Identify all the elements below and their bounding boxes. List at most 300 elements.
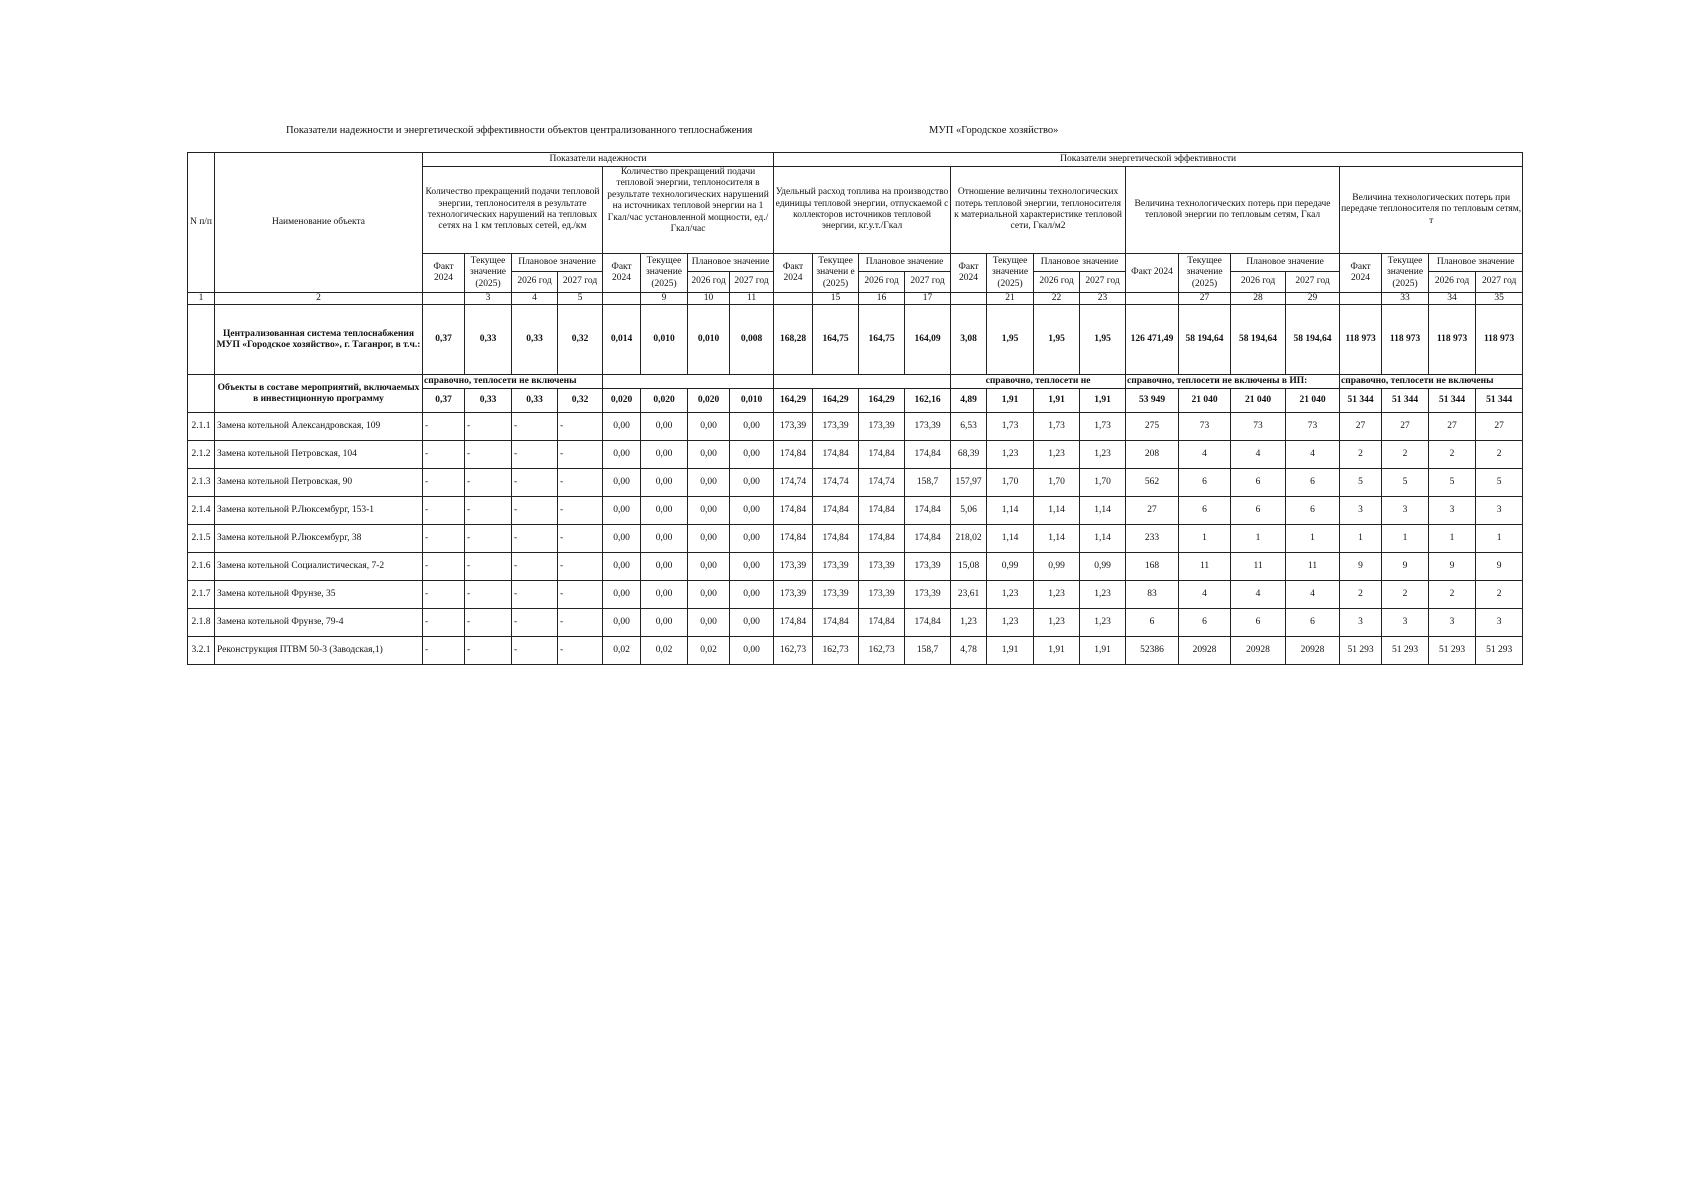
summary-value: 118 973 bbox=[1340, 305, 1382, 375]
program-value: 0,020 bbox=[603, 389, 641, 413]
program-name: Объекты в составе мероприятий, включаемых в инвестиционную программу bbox=[215, 375, 423, 413]
table-row bbox=[188, 413, 1523, 441]
fact-header: Факт 2024 bbox=[951, 254, 987, 293]
row-value: 11 bbox=[1231, 553, 1286, 581]
row-value: - bbox=[558, 497, 603, 525]
row-value: 173,39 bbox=[813, 581, 859, 609]
row-value: 0,00 bbox=[688, 525, 730, 553]
row-value: - bbox=[512, 441, 558, 469]
row-value: 73 bbox=[1231, 413, 1286, 441]
row-value: 0,99 bbox=[1080, 553, 1126, 581]
row-number: 2.1.4 bbox=[188, 497, 215, 525]
summary-value: 164,75 bbox=[859, 305, 905, 375]
row-value: 174,84 bbox=[905, 525, 951, 553]
row-value: 1,23 bbox=[1080, 441, 1126, 469]
row-value: 1 bbox=[1231, 525, 1286, 553]
col-number-empty bbox=[423, 293, 465, 305]
summary-value: 58 194,64 bbox=[1286, 305, 1340, 375]
row-value: 15,08 bbox=[951, 553, 987, 581]
row-value: 1,23 bbox=[987, 581, 1034, 609]
program-n bbox=[188, 375, 215, 413]
program-value: 0,020 bbox=[641, 389, 688, 413]
row-value: 173,39 bbox=[905, 553, 951, 581]
row-number: 2.1.3 bbox=[188, 469, 215, 497]
row-value: - bbox=[465, 469, 512, 497]
row-value: 4 bbox=[1179, 441, 1231, 469]
row-value: 157,97 bbox=[951, 469, 987, 497]
row-value: 162,73 bbox=[774, 637, 813, 665]
program-note-empty bbox=[603, 375, 774, 389]
page-title: Показатели надежности и энергетической эффективности объектов централизованного теплоснабжения bbox=[286, 125, 753, 136]
year-2026-header: 2026 год bbox=[512, 272, 558, 293]
row-value: 4 bbox=[1231, 581, 1286, 609]
indicator-4-header: Отношение величины технологических потерь тепловой энергии, теплоносителя к материальной характеристике тепловой сети, Гкал/м2 bbox=[951, 167, 1126, 254]
summary-value: 126 471,49 bbox=[1126, 305, 1179, 375]
row-value: 27 bbox=[1429, 413, 1476, 441]
row-value: 6 bbox=[1231, 497, 1286, 525]
summary-row bbox=[188, 305, 1523, 375]
fact-header: Факт 2024 bbox=[603, 254, 641, 293]
row-value: 0,00 bbox=[603, 525, 641, 553]
row-value: 0,00 bbox=[730, 637, 774, 665]
row-value: 20928 bbox=[1179, 637, 1231, 665]
row-value: - bbox=[512, 553, 558, 581]
plan-header: Плановое значение bbox=[512, 254, 603, 272]
row-value: 1,14 bbox=[987, 525, 1034, 553]
row-value: 0,00 bbox=[603, 441, 641, 469]
current-header: Текущее значение (2025) bbox=[987, 254, 1034, 293]
row-value: 0,00 bbox=[730, 581, 774, 609]
row-number: 2.1.8 bbox=[188, 609, 215, 637]
row-value: 158,7 bbox=[905, 469, 951, 497]
object-rows bbox=[188, 413, 1523, 665]
row-value: 52386 bbox=[1126, 637, 1179, 665]
summary-value: 0,32 bbox=[558, 305, 603, 375]
program-value: 4,89 bbox=[951, 389, 987, 413]
plan-header: Плановое значение bbox=[1231, 254, 1340, 272]
row-value: 174,84 bbox=[905, 497, 951, 525]
program-value: 0,33 bbox=[465, 389, 512, 413]
program-note: справочно, теплосети не включены bbox=[423, 375, 603, 389]
row-value: 174,84 bbox=[774, 525, 813, 553]
row-value: 6 bbox=[1126, 609, 1179, 637]
col-name-header: Наименование объекта bbox=[215, 153, 423, 293]
row-value: 168 bbox=[1126, 553, 1179, 581]
year-2026-header: 2026 год bbox=[688, 272, 730, 293]
program-value: 164,29 bbox=[813, 389, 859, 413]
row-value: 0,00 bbox=[730, 441, 774, 469]
program-value: 164,29 bbox=[859, 389, 905, 413]
row-value: 9 bbox=[1382, 553, 1429, 581]
row-value: - bbox=[512, 413, 558, 441]
row-value: 1,73 bbox=[1080, 413, 1126, 441]
col-number: 17 bbox=[905, 293, 951, 305]
row-value: 9 bbox=[1340, 553, 1382, 581]
col-number: 15 bbox=[813, 293, 859, 305]
indicator-2-header: Количество прекращений подачи тепловой энергии, теплоносителя в результате технологических нарушений на источниках тепловой энергии на 1 Гкал/час установленной мощности, ед./Гкал/час bbox=[603, 167, 774, 254]
col-number: 33 bbox=[1382, 293, 1429, 305]
row-object-name: Замена котельной Александровская, 109 bbox=[215, 413, 423, 441]
row-value: 6 bbox=[1179, 469, 1231, 497]
row-value: 1,73 bbox=[987, 413, 1034, 441]
table-row bbox=[188, 581, 1523, 609]
row-value: 51 293 bbox=[1429, 637, 1476, 665]
table-row bbox=[188, 609, 1523, 637]
row-value: 27 bbox=[1340, 413, 1382, 441]
row-value: 51 293 bbox=[1382, 637, 1429, 665]
row-value: 174,84 bbox=[905, 441, 951, 469]
table-row bbox=[188, 441, 1523, 469]
row-value: - bbox=[465, 609, 512, 637]
summary-value: 118 973 bbox=[1429, 305, 1476, 375]
indicator-1-header: Количество прекращений подачи тепловой энергии, теплоносителя в результате технологических нарушений на тепловых сетях на 1 км тепловых сетей, ед./км bbox=[423, 167, 603, 254]
summary-value: 58 194,64 bbox=[1179, 305, 1231, 375]
row-value: 0,00 bbox=[641, 413, 688, 441]
row-value: 6 bbox=[1179, 609, 1231, 637]
row-value: 3 bbox=[1382, 497, 1429, 525]
row-value: 0,00 bbox=[641, 441, 688, 469]
row-value: 1,14 bbox=[1034, 497, 1080, 525]
row-value: 0,00 bbox=[603, 497, 641, 525]
row-value: 9 bbox=[1429, 553, 1476, 581]
row-value: 1 bbox=[1340, 525, 1382, 553]
row-value: - bbox=[465, 525, 512, 553]
program-value: 0,32 bbox=[558, 389, 603, 413]
col-number: 28 bbox=[1231, 293, 1286, 305]
row-value: 3 bbox=[1340, 497, 1382, 525]
indicator-5-header: Величина технологических потерь при передаче тепловой энергии по тепловым сетям, Гкал bbox=[1126, 167, 1340, 254]
row-value: 1 bbox=[1382, 525, 1429, 553]
row-object-name: Замена котельной Фрунзе, 35 bbox=[215, 581, 423, 609]
row-value: - bbox=[512, 609, 558, 637]
row-value: - bbox=[423, 469, 465, 497]
row-value: 11 bbox=[1286, 553, 1340, 581]
row-value: - bbox=[512, 469, 558, 497]
row-value: 162,73 bbox=[859, 637, 905, 665]
year-2027-header: 2027 год bbox=[1476, 272, 1523, 293]
fact-header: Факт 2024 bbox=[423, 254, 465, 293]
row-value: - bbox=[558, 469, 603, 497]
row-value: 68,39 bbox=[951, 441, 987, 469]
row-value: - bbox=[558, 525, 603, 553]
row-value: 1,91 bbox=[1080, 637, 1126, 665]
row-value: 208 bbox=[1126, 441, 1179, 469]
program-note-row bbox=[188, 375, 1523, 389]
col-number: 16 bbox=[859, 293, 905, 305]
row-number: 2.1.1 bbox=[188, 413, 215, 441]
program-value: 21 040 bbox=[1231, 389, 1286, 413]
year-2027-header: 2027 год bbox=[558, 272, 603, 293]
row-value: 20928 bbox=[1231, 637, 1286, 665]
col-number: 35 bbox=[1476, 293, 1523, 305]
row-value: 0,00 bbox=[730, 497, 774, 525]
table-row bbox=[188, 469, 1523, 497]
header-group-row bbox=[188, 153, 1523, 167]
row-value: 27 bbox=[1382, 413, 1429, 441]
row-value: 174,84 bbox=[859, 525, 905, 553]
row-value: 1,70 bbox=[1080, 469, 1126, 497]
table-row bbox=[188, 553, 1523, 581]
year-2027-header: 2027 год bbox=[730, 272, 774, 293]
row-value: 0,00 bbox=[603, 553, 641, 581]
row-value: 73 bbox=[1179, 413, 1231, 441]
row-value: - bbox=[512, 581, 558, 609]
row-value: - bbox=[423, 553, 465, 581]
row-value: 173,39 bbox=[813, 413, 859, 441]
program-value: 51 344 bbox=[1476, 389, 1523, 413]
row-value: - bbox=[423, 609, 465, 637]
row-value: 3 bbox=[1340, 609, 1382, 637]
row-value: 4 bbox=[1179, 581, 1231, 609]
row-value: 1,91 bbox=[987, 637, 1034, 665]
col-number: 11 bbox=[730, 293, 774, 305]
row-value: 1,14 bbox=[1034, 525, 1080, 553]
row-object-name: Замена котельной Фрунзе, 79-4 bbox=[215, 609, 423, 637]
row-value: - bbox=[558, 609, 603, 637]
row-object-name: Замена котельной Петровская, 90 bbox=[215, 469, 423, 497]
row-value: 51 293 bbox=[1476, 637, 1523, 665]
row-value: - bbox=[512, 637, 558, 665]
row-value: - bbox=[423, 441, 465, 469]
row-value: 1 bbox=[1286, 525, 1340, 553]
summary-value: 3,08 bbox=[951, 305, 987, 375]
row-value: 1,23 bbox=[1080, 609, 1126, 637]
year-2027-header: 2027 год bbox=[1080, 272, 1126, 293]
program-note-empty bbox=[774, 375, 951, 389]
row-value: 1,23 bbox=[987, 441, 1034, 469]
row-value: 0,00 bbox=[641, 497, 688, 525]
row-value: 1,23 bbox=[1034, 609, 1080, 637]
row-value: 174,84 bbox=[813, 441, 859, 469]
column-numbers-row bbox=[188, 293, 1523, 305]
row-value: - bbox=[465, 497, 512, 525]
row-value: 6,53 bbox=[951, 413, 987, 441]
row-value: 2 bbox=[1476, 441, 1523, 469]
row-value: 0,00 bbox=[641, 581, 688, 609]
year-2026-header: 2026 год bbox=[1231, 272, 1286, 293]
year-2027-header: 2027 год bbox=[1286, 272, 1340, 293]
summary-value: 118 973 bbox=[1476, 305, 1523, 375]
row-value: 0,00 bbox=[730, 609, 774, 637]
row-number: 3.2.1 bbox=[188, 637, 215, 665]
col-number: 3 bbox=[465, 293, 512, 305]
col-n-header: N п/п bbox=[188, 153, 215, 293]
row-value: 0,00 bbox=[730, 525, 774, 553]
summary-value: 0,010 bbox=[688, 305, 730, 375]
plan-header: Плановое значение bbox=[688, 254, 774, 272]
row-value: 1 bbox=[1476, 525, 1523, 553]
fact-header: Факт 2024 bbox=[1340, 254, 1382, 293]
row-value: 6 bbox=[1286, 497, 1340, 525]
row-value: 6 bbox=[1286, 609, 1340, 637]
row-value: 174,84 bbox=[774, 497, 813, 525]
row-value: 0,00 bbox=[730, 469, 774, 497]
program-value: 164,29 bbox=[774, 389, 813, 413]
row-value: - bbox=[512, 497, 558, 525]
row-value: 174,84 bbox=[774, 609, 813, 637]
row-value: 1,73 bbox=[1034, 413, 1080, 441]
row-value: 173,39 bbox=[859, 581, 905, 609]
row-value: - bbox=[558, 441, 603, 469]
row-number: 2.1.7 bbox=[188, 581, 215, 609]
row-value: - bbox=[465, 553, 512, 581]
summary-value: 0,33 bbox=[465, 305, 512, 375]
row-value: 2 bbox=[1340, 441, 1382, 469]
program-note: справочно, теплосети не включены bbox=[1340, 375, 1523, 389]
row-value: 2 bbox=[1382, 441, 1429, 469]
year-2026-header: 2026 год bbox=[1034, 272, 1080, 293]
row-value: 4,78 bbox=[951, 637, 987, 665]
col-number: 4 bbox=[512, 293, 558, 305]
program-value: 51 344 bbox=[1340, 389, 1382, 413]
col-number: 9 bbox=[641, 293, 688, 305]
row-value: 3 bbox=[1476, 497, 1523, 525]
row-value: 173,39 bbox=[905, 413, 951, 441]
row-value: 0,00 bbox=[688, 441, 730, 469]
summary-value: 1,95 bbox=[1034, 305, 1080, 375]
row-value: - bbox=[558, 581, 603, 609]
row-value: 83 bbox=[1126, 581, 1179, 609]
row-value: 2 bbox=[1340, 581, 1382, 609]
program-value: 0,33 bbox=[512, 389, 558, 413]
summary-value: 0,010 bbox=[641, 305, 688, 375]
row-value: 174,84 bbox=[813, 609, 859, 637]
row-value: 174,74 bbox=[813, 469, 859, 497]
row-value: 0,99 bbox=[1034, 553, 1080, 581]
current-header: Текущее значение (2025) bbox=[1382, 254, 1429, 293]
row-value: 174,84 bbox=[859, 441, 905, 469]
row-value: 11 bbox=[1179, 553, 1231, 581]
col-number-empty bbox=[951, 293, 987, 305]
col-number: 22 bbox=[1034, 293, 1080, 305]
row-value: 275 bbox=[1126, 413, 1179, 441]
program-note: справочно, теплосети не bbox=[951, 375, 1126, 389]
row-object-name: Реконструкция ПТВМ 50-3 (Заводская,1) bbox=[215, 637, 423, 665]
row-value: 4 bbox=[1286, 581, 1340, 609]
row-value: 4 bbox=[1286, 441, 1340, 469]
row-value: 0,00 bbox=[688, 413, 730, 441]
summary-value: 168,28 bbox=[774, 305, 813, 375]
row-value: 27 bbox=[1126, 497, 1179, 525]
row-value: - bbox=[465, 413, 512, 441]
row-value: 0,02 bbox=[603, 637, 641, 665]
current-header: Текущее значение (2025) bbox=[465, 254, 512, 293]
row-value: - bbox=[423, 637, 465, 665]
row-object-name: Замена котельной Петровская, 104 bbox=[215, 441, 423, 469]
row-value: 1,23 bbox=[1080, 581, 1126, 609]
program-value: 51 344 bbox=[1382, 389, 1429, 413]
row-value: 173,39 bbox=[859, 553, 905, 581]
row-value: 0,00 bbox=[641, 525, 688, 553]
row-value: 5 bbox=[1340, 469, 1382, 497]
summary-value: 0,008 bbox=[730, 305, 774, 375]
row-value: 174,74 bbox=[859, 469, 905, 497]
row-value: 6 bbox=[1286, 469, 1340, 497]
row-number: 2.1.2 bbox=[188, 441, 215, 469]
col-number: 2 bbox=[215, 293, 423, 305]
year-2027-header: 2027 год bbox=[905, 272, 951, 293]
row-value: 27 bbox=[1476, 413, 1523, 441]
indicator-3-header: Удельный расход топлива на производство единицы тепловой энергии, отпускаемой с коллекторов источников тепловой энергии, кг.у.т./Гкал bbox=[774, 167, 951, 254]
row-value: 5 bbox=[1429, 469, 1476, 497]
row-object-name: Замена котельной Социалистическая, 7-2 bbox=[215, 553, 423, 581]
row-value: 0,00 bbox=[641, 469, 688, 497]
row-value: 3 bbox=[1476, 609, 1523, 637]
row-value: 0,02 bbox=[641, 637, 688, 665]
row-value: 1,23 bbox=[1034, 441, 1080, 469]
program-value: 21 040 bbox=[1286, 389, 1340, 413]
row-value: - bbox=[465, 637, 512, 665]
row-value: 174,84 bbox=[774, 441, 813, 469]
program-value: 0,020 bbox=[688, 389, 730, 413]
row-value: - bbox=[558, 413, 603, 441]
current-header: Текущее значени е (2025) bbox=[813, 254, 859, 293]
row-object-name: Замена котельной Р.Люксембург, 153-1 bbox=[215, 497, 423, 525]
row-value: 174,84 bbox=[859, 497, 905, 525]
row-value: 174,74 bbox=[774, 469, 813, 497]
fact-header: Факт 2024 bbox=[1126, 254, 1179, 293]
current-header: Текущее значение (2025) bbox=[641, 254, 688, 293]
row-value: 23,61 bbox=[951, 581, 987, 609]
row-value: 174,84 bbox=[813, 497, 859, 525]
col-number: 34 bbox=[1429, 293, 1476, 305]
row-value: 1,70 bbox=[1034, 469, 1080, 497]
row-value: 173,39 bbox=[774, 553, 813, 581]
row-value: 174,84 bbox=[905, 609, 951, 637]
row-value: 0,00 bbox=[688, 553, 730, 581]
row-value: 0,00 bbox=[603, 609, 641, 637]
row-value: 1,14 bbox=[987, 497, 1034, 525]
row-value: 233 bbox=[1126, 525, 1179, 553]
row-value: 0,00 bbox=[730, 553, 774, 581]
row-value: 3 bbox=[1382, 609, 1429, 637]
summary-value: 0,014 bbox=[603, 305, 641, 375]
row-value: 1,23 bbox=[951, 609, 987, 637]
table-row bbox=[188, 497, 1523, 525]
row-value: 5 bbox=[1476, 469, 1523, 497]
current-header: Текущее значение (2025) bbox=[1179, 254, 1231, 293]
summary-value: 164,09 bbox=[905, 305, 951, 375]
summary-value: 118 973 bbox=[1382, 305, 1429, 375]
row-value: 218,02 bbox=[951, 525, 987, 553]
program-value: 0,37 bbox=[423, 389, 465, 413]
year-2026-header: 2026 год bbox=[1429, 272, 1476, 293]
row-value: 1,14 bbox=[1080, 497, 1126, 525]
row-value: 0,99 bbox=[987, 553, 1034, 581]
plan-header: Плановое значение bbox=[859, 254, 951, 272]
row-value: 3 bbox=[1429, 497, 1476, 525]
row-value: 174,84 bbox=[813, 525, 859, 553]
row-value: - bbox=[512, 525, 558, 553]
row-value: 6 bbox=[1179, 497, 1231, 525]
row-object-name: Замена котельной Р.Люксембург, 38 bbox=[215, 525, 423, 553]
row-value: 9 bbox=[1476, 553, 1523, 581]
row-value: 1,70 bbox=[987, 469, 1034, 497]
fact-header: Факт 2024 bbox=[774, 254, 813, 293]
row-value: 158,7 bbox=[905, 637, 951, 665]
summary-value: 164,75 bbox=[813, 305, 859, 375]
row-value: 1,91 bbox=[1034, 637, 1080, 665]
row-value: - bbox=[465, 441, 512, 469]
row-value: - bbox=[423, 581, 465, 609]
row-value: 0,00 bbox=[730, 413, 774, 441]
row-value: 2 bbox=[1429, 581, 1476, 609]
row-value: 173,39 bbox=[905, 581, 951, 609]
program-value: 1,91 bbox=[987, 389, 1034, 413]
row-value: 1,23 bbox=[987, 609, 1034, 637]
row-value: 0,00 bbox=[641, 609, 688, 637]
group-reliability-header: Показатели надежности bbox=[423, 153, 774, 167]
